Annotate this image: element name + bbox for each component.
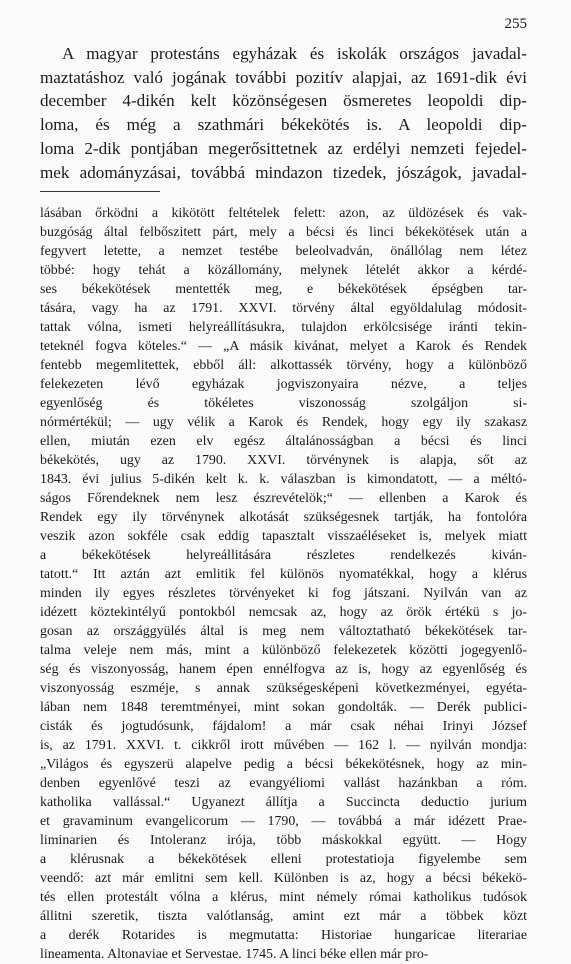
footnote-line: buzgóság által felbőszitett párt, mely a bécsi és linci békekötések után a xyxy=(40,225,527,240)
footnote-line: liminarien és Intoleranz irója, több máskokkal együtt. — Hogy xyxy=(40,833,527,848)
main-line: mek adományzásai, továbbá mindazon tizedek, jószágok, javadal- xyxy=(40,162,527,182)
footnote-line: idézett köztekintélyű pontokból nemcsak az, hogy az örök értékü s jo- xyxy=(40,605,527,620)
footnote-line: a békekötések helyreállitására részletes rendelkezés kiván- xyxy=(40,548,527,563)
footnote-line: nórmértékül; — ugy vélik a Karok és Rendek, hogy egy ily szakasz xyxy=(40,415,527,430)
footnote-line: lineamenta. Altonaviae et Servestae. 1745. A linci béke ellen már pro- xyxy=(40,947,429,962)
footnote-line: talma veleje nem más, mint a különböző felekezetek közötti jogegyenlő- xyxy=(40,643,527,658)
footnote-line: békekötés, ugy az 1790. XXVI. törvénynek is alapja, sőt az xyxy=(40,453,527,468)
footnote-line: viszonyosság eszméje, s annak szükségesképeni következményei, egyéta- xyxy=(40,681,527,696)
footnote-line: lásában őrködni a kikötött feltételek felett: azon, az üldözések és vak- xyxy=(40,206,527,221)
footnote-line: állitni szeretik, tiszta valótlanság, amint ezt már a többek közt xyxy=(40,909,527,924)
footnote-line: fegyvert letette, a nemzet testébe beleolvadván, önállólag nem létez xyxy=(40,244,527,259)
main-line: maztatáshoz való jogának további pozitív alapjai, az 1691-dik évi xyxy=(40,67,527,87)
footnote-line: veendő: azt már emlitni sem kell. Különben is az, hogy a bécsi békekö- xyxy=(40,871,527,886)
footnote-line: ságos Főrendeknek nem lesz észrevételök;“ — ellenben a Karok és xyxy=(40,491,527,506)
footnote-line: lában nem 1848 teremtményei, mint sokan gondolták. — Derék publici- xyxy=(40,700,527,715)
footnote-line: ség és viszonyosság, hanem épen ennélfogva az is, hogy az egyenlőség és xyxy=(40,662,527,677)
footnote-line: minden ily egyes részletes törvényeket ki fog játszani. Nyilván van az xyxy=(40,586,527,601)
footnote-line: teteknél fogva köteles.“ — „A másik kivánat, melyet a Karok és Rendek xyxy=(40,339,527,354)
footnote-line: is, az 1791. XXVI. t. cikkről irott művében — 162 l. — nyilván mondja: xyxy=(40,738,527,753)
footnote-line: 1843. évi julius 5-dikén kelt k. k. válaszban is kimondatott, — a méltó- xyxy=(40,472,527,487)
footnote-divider xyxy=(40,191,160,192)
footnote-line: gosan az országgyülés által is meg nem változtatható békekötések tar- xyxy=(40,624,527,639)
main-line: loma 2-dik pontjában megerősittetnek az erdélyi nemzeti fejedel- xyxy=(40,138,527,158)
footnote-text xyxy=(40,204,527,964)
footnote-line: tattak vólna, ismeti helyreállításukra, tulajdon erkölcsisége iránti tekin- xyxy=(40,320,527,335)
footnote-line: tására, vagy ha az 1791. XXVI. törvény által egyöldalulag módosit- xyxy=(40,301,527,316)
footnote-line: denben egyenlővé teszi az evangyéliomi vallást hazánkban a róm. xyxy=(40,776,527,791)
footnote-line: a klérusnak a békekötések elleni protestatioja figyelembe sem xyxy=(40,852,527,867)
footnote-line: et gravaminum evangelicorum — 1790, — továbbá a már idézett Prae- xyxy=(40,814,527,829)
footnote-line: ellen, miután ezen elv egész általánosságban a bécsi és linci xyxy=(40,434,527,449)
footnote-line: cisták és jogtudósunk, fájdalom! a már csak néhai Irinyi József xyxy=(40,719,527,734)
footnote-line: fentebb megemlitettek, ebből áll: alkottassék törvény, hogy a különböző xyxy=(40,358,527,373)
footnote-line: tatott.“ Itt aztán azt emlitik fel különös nyomatékkal, hogy a klérus xyxy=(40,567,527,582)
main-line: A magyar protestáns egyházak és iskolák országos javadal- xyxy=(62,44,527,63)
footnote-line: katholika vallással.“ Ugyanezt állítja a Succincta deductio jurium xyxy=(40,795,527,810)
footnote-line: tés ellen protestált vólna a klérus, mint némely római katholikus tudósok xyxy=(40,890,527,905)
footnote-line: veszik azon sokféle csak eddig tapasztalt visszaéléseket is, melyek miatt xyxy=(40,529,527,544)
main-line: december 4-dikén kelt közönségesen ösmeretes leopoldi dip- xyxy=(40,91,527,111)
footnote-line: egyenlőség és tökéletes viszonosság szolgáljon si- xyxy=(40,396,527,411)
footnote-line: felekezeten lévő egyházak jogviszonyaira nézve, a teljes xyxy=(40,377,527,392)
footnote-line: a derék Rotarides is megmutatta: Historiae hungaricae literariae xyxy=(40,928,527,943)
main-line: loma, és még a szathmári békekötés is. A leopoldi dip- xyxy=(40,115,527,135)
footnote-line: többé: hogy tehát a közállomány, melynek lételét akkor a kérdé- xyxy=(40,263,527,278)
footnote-line: „Világos és egyszerü alapelve pedig a bécsi békekötésnek, hogy az min- xyxy=(40,757,527,772)
footnote-line: Rendek egy ily törvénynek alkotását szükségesnek tartják, ha fontolóra xyxy=(40,510,527,525)
footnote-line: ses békekötések mentették meg, e békekötések épségben tar- xyxy=(40,282,527,297)
main-text xyxy=(40,42,527,184)
page-number: 255 xyxy=(504,16,527,32)
